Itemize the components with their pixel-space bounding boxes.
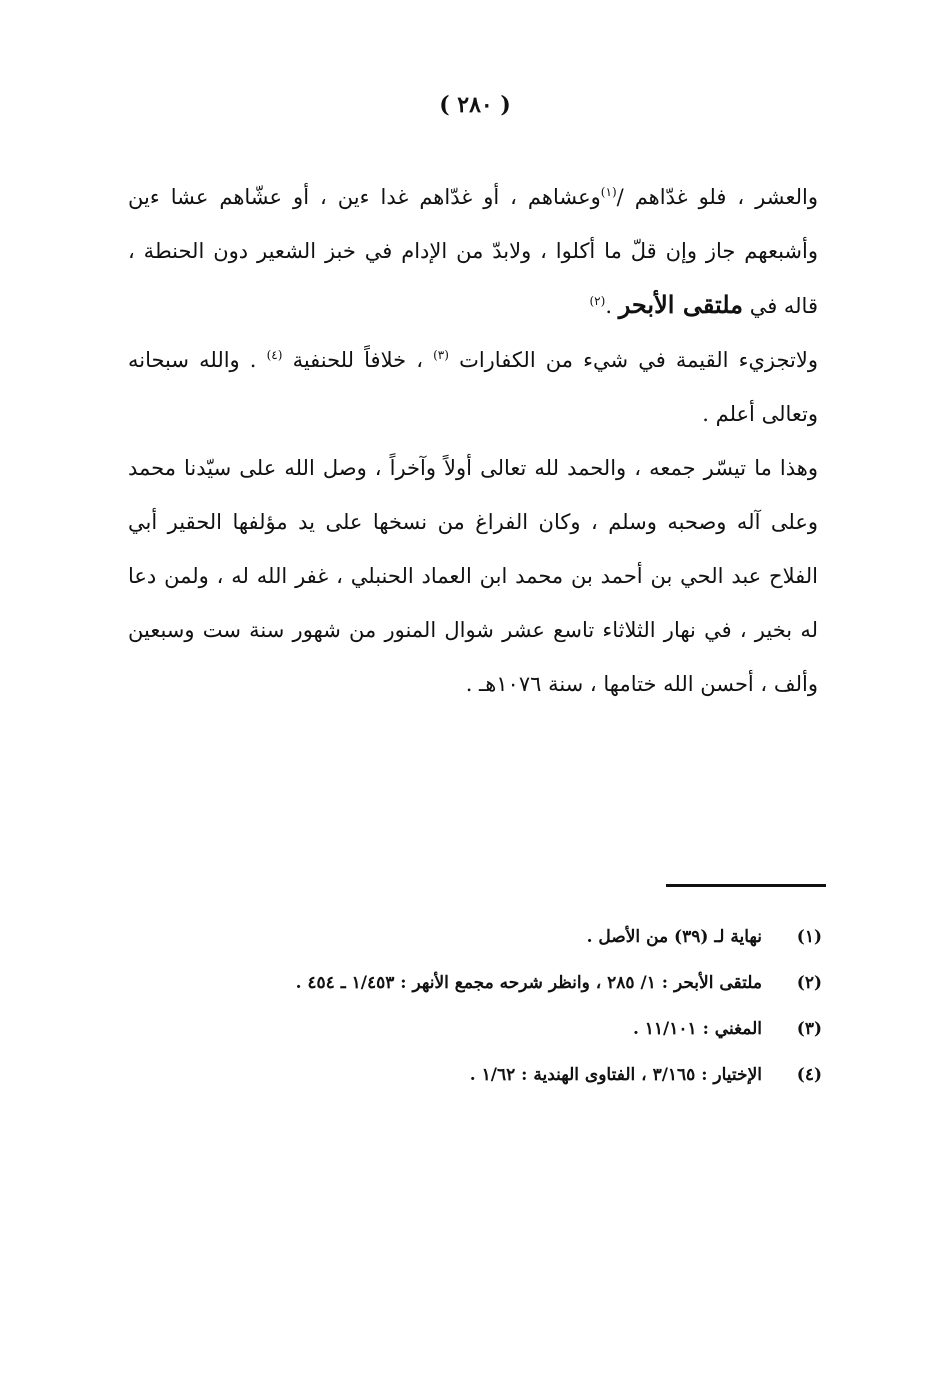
footnote-ref-3: (٣) [433,348,449,362]
paragraph-2-text-c: . والله سبحانه وتعالى أعلم . [128,348,818,426]
paragraph-1-text-a: والعشر ، فلو غدّاهم / [616,185,818,209]
footnote-text: الإختيار : ٣/١٦٥ ، الفتاوى الهندية : ١/٦٢ . [469,1065,762,1085]
page-number: ( ٢٨٠ ) [439,92,511,118]
footnote-ref-1: (١) [600,185,617,199]
footnote-2 [122,960,822,1006]
footnote-1 [122,914,822,960]
paragraph-1 [128,170,818,333]
footnote-text: نهاية لـ (٣٩) من الأصل . [586,927,762,947]
paragraph-2 [128,333,818,441]
footnote-number: (٢) [796,973,822,993]
footnote-ref-2: (٢) [589,294,606,308]
main-text [128,170,818,711]
footnote-ref-4: (٤) [266,348,283,362]
paragraph-1-text-b: وعشاهم ، أو غدّاهم غدا ءين ، أو عشّاهم عشا ءين وأشبعهم جاز وإن قلّ ما أكلوا ، ولابدّ من الإدام في خبز الشعير دون الحنطة ، قاله في [128,185,818,318]
footnotes [122,914,822,1098]
book-title-multaqa: ملتقى الأبحر [618,290,743,319]
footnote-4 [122,1052,822,1098]
paragraph-1-text-c: . [605,294,612,318]
paragraph-2-text-b: ، خلافاً للحنفية [292,348,423,372]
footnote-number: (٣) [796,1019,822,1039]
footnote-number: (٤) [796,1065,822,1085]
paragraph-2-text-a: ولاتجزيء القيمة في شيء من الكفارات [459,348,818,372]
footnote-text: ملتقى الأبحر : ١/ ٢٨٥ ، وانظر شرحه مجمع الأنهر : ١/٤٥٣ ـ ٤٥٤ . [295,973,762,993]
footnote-text: المغني : ١١/١٠١ . [632,1019,762,1039]
footnote-3 [122,1006,822,1052]
footnote-separator [666,884,826,887]
footnote-number: (١) [796,927,822,947]
paragraph-3: وهذا ما تيسّر جمعه ، والحمد لله تعالى أولاً وآخراً ، وصل الله على سيّدنا محمد وعلى آله وصحبه وسلم ، وكان الفراغ من نسخها على يد مؤلفها الحقير أبي الفلاح عبد الحي بن أحمد بن محمد ابن العماد الحنبلي ، غفر الله له ، ولمن دعا له بخير ، في نهار الثلاثاء تاسع عشر شوال المنور من شهور سنة ست وسبعين وألف ، أحسن الله ختامها ، سنة ١٠٧٦هـ . [128,456,818,696]
